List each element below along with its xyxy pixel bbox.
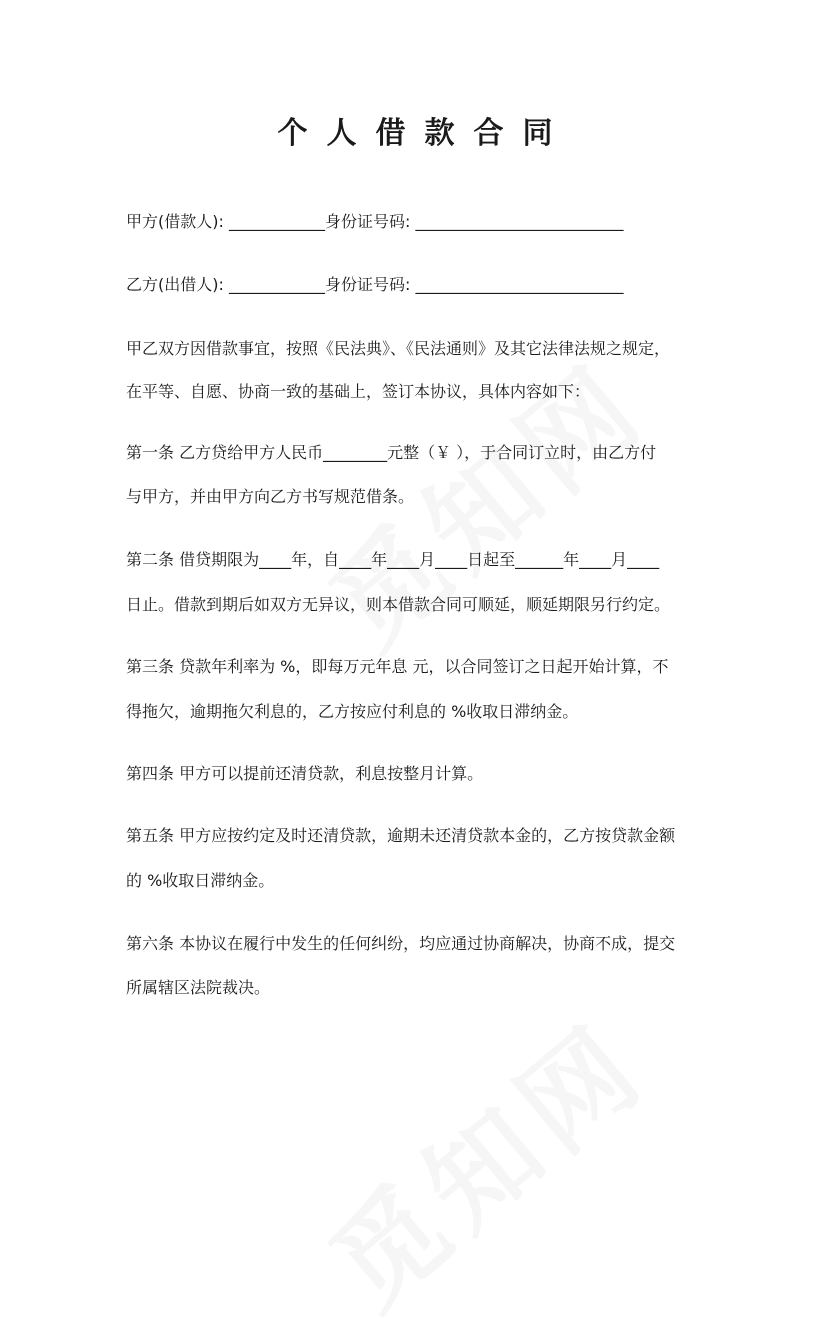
article-6-line-2: 所属辖区法院裁决。 xyxy=(126,978,271,997)
article-2-line-1: 第二条 借贷期限为____年，自____年____月____日起至______年____月____ xyxy=(126,550,660,569)
article-1-line-1: 第一条 乙方贷给甲方人民币________元整（￥ ），于合同订立时，由乙方付 xyxy=(126,443,657,462)
article-5-line-1: 第五条 甲方应按约定及时还清贷款，逾期未还清贷款本金的，乙方按贷款金额 xyxy=(126,826,676,845)
party-b-line: 乙方(出借人): ____________身份证号码: __________________________ xyxy=(126,275,624,294)
article-1-line-2: 与甲方，并由甲方向乙方书写规范借条。 xyxy=(126,487,415,506)
article-4-line-1: 第四条 甲方可以提前还清贷款，利息按整月计算。 xyxy=(126,764,484,783)
intro-line-1: 甲乙双方因借款事宜，按照《民法典》、《民法通则》及其它法律法规之规定， xyxy=(126,339,671,358)
watermark-bottom xyxy=(292,981,674,1337)
article-2-line-2: 日止。借款到期后如双方无异议，则本借款合同可顺延，顺延期限另行约定。 xyxy=(126,595,671,614)
party-a-line: 甲方(借款人): ____________身份证号码: __________________________ xyxy=(126,212,624,231)
document-title: 个人借款合同 xyxy=(277,116,572,151)
article-6-line-1: 第六条 本协议在履行中发生的任何纠纷，均应通过协商解决，协商不成，提交 xyxy=(126,934,676,953)
intro-line-2: 在平等、自愿、协商一致的基础上，签订本协议，具体内容如下： xyxy=(126,382,591,401)
article-3-line-2: 得拖欠，逾期拖欠利息的，乙方按应付利息的 %收取日滞纳金。 xyxy=(126,702,579,721)
article-5-line-2: 的 %收取日滞纳金。 xyxy=(126,871,275,890)
article-3-line-1: 第三条 贷款年利率为 %，即每万元年息 元，以合同签订之日起开始计算，不 xyxy=(126,657,669,676)
